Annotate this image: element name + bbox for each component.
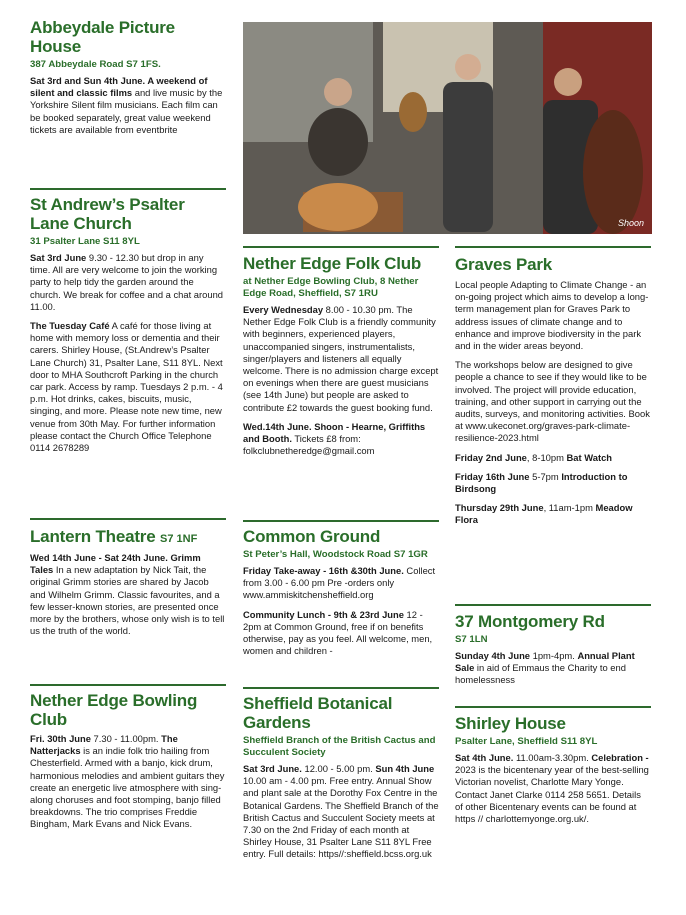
graves-e2-body: 5-7pm	[529, 470, 562, 482]
montgomery-text	[455, 650, 651, 687]
graves-e3-body: , 11am-1pm	[543, 502, 596, 514]
common-body2: 12 - 2pm at Common Ground, free if on benefits otherwise, pay as you feel. All welcome, men, women and children -	[243, 608, 433, 657]
montgomery-title: 37 Montgomery Rd	[455, 612, 605, 631]
common-lead2: Community Lunch - 9th & 23rd June	[243, 608, 404, 620]
botanical-title: Sheffield Botanical Gardens	[243, 694, 393, 732]
botanical-text	[243, 763, 439, 861]
graves-e1-lead: Friday 2nd June	[455, 451, 527, 463]
shirley-text	[455, 752, 651, 825]
montgomery-lead2: Annual Plant Sale	[455, 650, 635, 674]
divider	[243, 246, 439, 248]
botanical-address: Sheffield Branch of the British Cactus and Succulent Society	[243, 735, 436, 758]
lantern-heading	[30, 527, 226, 549]
common-section	[243, 520, 439, 664]
lantern-body: In a new adaptation by Nick Tait, the original Grimm stories are shared by Jacob and Wilhelm Grimm. Classic favourites, and a few lesser-known stories, are presented once more by the brothers, whose only wish is to tell us the truth of the world.	[30, 564, 225, 637]
shirley-lead2: Celebration -	[591, 752, 649, 763]
tuesday-cafe-body: A café for those living at home with memory loss or dementia and their carers. Shirley House, (St.Andrew’s Psalter Lane Church) 31, Psalter Lane, S11 8YL. Next door to MHA Southcroft Parking in the church car park. Access by ramp. Tuesdays 2 p.m. - 4 p.m. Hot drinks, cakes, biscuits, music, singing, and more. Please note new time, new venue from 30th May. For further information please contact the Church Office Telephone 0114 2678289	[30, 320, 223, 454]
lantern-text	[30, 552, 226, 637]
graves-e2-tail: Introduction to Birdsong	[455, 470, 628, 495]
folkclub-lead: Every Wednesday	[243, 304, 324, 315]
botanical-body: 12.00 - 5.00 pm.	[301, 763, 376, 774]
folkclub-guest-text	[243, 421, 439, 458]
common-address: St Peter’s Hall, Woodstock Road S7 1GR	[243, 549, 428, 560]
divider	[30, 684, 226, 686]
abbeydale-section	[30, 18, 226, 143]
shirley-address: Psalter Lane, Sheffield S11 8YL	[455, 736, 598, 747]
shirley-body2: 2023 is the bicentenary year of the best-selling Victorian novelist, Charlotte Mary Yonge. Contact Janet Clarke 0114 258 5651. Details of other Bicentenary events can be found at https // charlottemyonge.org.uk/.	[455, 764, 649, 825]
graves-title: Graves Park	[455, 255, 553, 274]
photo-caption: Shoon	[617, 218, 644, 228]
shirley-lead: Sat 4th June.	[455, 752, 514, 763]
montgomery-body: 1pm-4pm.	[530, 650, 578, 661]
common-lead: Friday Take-away - 16th &30th June.	[243, 565, 404, 576]
abbeydale-lead: Sat 3rd and Sun 4th June. A weekend of silent and classic films	[30, 75, 208, 99]
standrews-title: St Andrew’s Psalter Lane Church	[30, 195, 185, 233]
standrews-text	[30, 252, 226, 313]
graves-event-meadow	[455, 502, 651, 526]
graves-section	[455, 246, 651, 534]
divider	[243, 520, 439, 522]
standrews-body: 9.30 - 12.30 but drop in any time. All are very welcome to join the working party to help tidy the garden around the church. We break for coffee and a chat around 11.00.	[30, 252, 224, 312]
band-photo	[243, 22, 652, 234]
folkclub-section	[243, 246, 439, 464]
botanical-body2: 10.00 am - 4.00 pm. Free entry. Annual Show and plant sale at the Dorothy Fox Centre in the Botanical Gardens. The Sheffield Branch of the British Cactus and Succulent Society meets at 7.30 on the 2nd Friday of each month at Shirley House, 31 Psalter Lane S11 8YL Free entry. Full details: https//:sheffield.bcss.org.uk	[243, 775, 439, 860]
folkclub-body2: Tickets £8 from: folkclubnetheredge@gmail.com	[243, 433, 375, 457]
folkclub-lead2: Wed.14th June. Shoon - Hearne, Griffiths and Booth.	[243, 420, 426, 445]
abbeydale-address: 387 Abbeydale Road S7 1FS.	[30, 59, 161, 70]
tuesday-cafe-lead: The Tuesday Café	[30, 320, 110, 332]
shirley-section	[455, 706, 651, 832]
folkclub-body: 8.00 - 10.30 pm. The Nether Edge Folk Club is a friendly community with beginners, experienced players, unaccompanied singers, instrumentalists, singer/players and listeners all equally welcome. There is no admission charge except on evenings when there are guest musicians (see 14th June) but people are asked to contribute £2 towards the guest booking fund.	[243, 304, 439, 413]
divider	[243, 687, 439, 689]
botanical-lead2: Sun 4th June	[375, 763, 435, 774]
shirley-title: Shirley House	[455, 714, 566, 733]
graves-event-birdsong	[455, 471, 651, 495]
tuesday-cafe-text	[30, 320, 226, 454]
bowling-text	[30, 733, 226, 831]
bowling-lead2: The Natterjacks	[30, 733, 178, 757]
bowling-title: Nether Edge Bowling Club	[30, 691, 198, 729]
montgomery-address: S7 1LN	[455, 634, 488, 645]
divider	[30, 188, 226, 190]
divider	[455, 706, 651, 708]
band-photo-image	[243, 22, 652, 234]
folkclub-address: at Nether Edge Bowling Club, 8 Nether Edge Road, Sheffield, S7 1RU	[243, 276, 419, 299]
montgomery-lead: Sunday 4th June	[455, 650, 531, 661]
bowling-section	[30, 684, 226, 838]
common-lunch-text	[243, 609, 439, 658]
montgomery-body2: in aid of Emmaus the Charity to end homelessness	[455, 662, 626, 686]
graves-e1-tail: Bat Watch	[566, 451, 613, 463]
abbeydale-body: and live music by the Yorkshire Silent film musicians. Each film can be booked separately, great value weekend tickets are available from eventbrite	[30, 87, 223, 135]
standrews-section	[30, 188, 226, 461]
lantern-lead: Wed 14th June - Sat 24th June. Grimm Tales	[30, 552, 201, 576]
lantern-postcode: S7 1NF	[160, 533, 198, 545]
abbeydale-text	[30, 75, 226, 136]
lantern-title: Lantern Theatre	[30, 527, 156, 546]
botanical-lead: Sat 3rd June.	[243, 763, 302, 774]
folkclub-text	[243, 304, 439, 414]
montgomery-section	[455, 604, 651, 694]
folkclub-title: Nether Edge Folk Club	[243, 254, 422, 273]
bowling-lead: Fri. 30th June	[30, 733, 91, 744]
botanical-section	[243, 687, 439, 868]
abbeydale-title: Abbeydale Picture House	[30, 18, 175, 56]
divider	[30, 518, 226, 520]
bowling-body2: is an indie folk trio hailing from Chesterfield. Armed with a banjo, kick drum, harmonious melodies and ambient guitars they create an energetic live atmosphere with sing-along choruses and foot stomping, banjo filled breakdowns. The trio comprises Freddie Bingham, Mark Evans and Nick Evans.	[30, 745, 225, 830]
common-text	[243, 565, 439, 602]
shirley-body: 11.00am-3.30pm.	[513, 752, 592, 763]
divider	[455, 246, 651, 248]
common-title: Common Ground	[243, 527, 381, 546]
divider	[455, 604, 651, 606]
standrews-lead: Sat 3rd June	[30, 252, 87, 263]
lantern-section	[30, 518, 226, 644]
bowling-body: 7.30 - 11.00pm.	[90, 733, 162, 744]
standrews-address: 31 Psalter Lane S11 8YL	[30, 236, 140, 247]
graves-event-bat	[455, 452, 651, 464]
graves-e2-lead: Friday 16th June	[455, 470, 530, 482]
graves-e3-lead: Thursday 29th June	[455, 502, 544, 514]
graves-text: Local people Adapting to Climate Change - an on-going project which aims to develop a long-term management plan for Graves Park to address issues of climate change and to enhance and improve biodiversity in the park and in the wider areas beyond.	[455, 279, 649, 352]
common-body: Collect from 3.00 - 6.00 pm Pre -orders only www.ammiskitchensheffield.org	[243, 565, 436, 601]
graves-e3-tail: Meadow Flora	[455, 502, 633, 526]
graves-workshops-text: The workshops below are designed to give people a chance to see if they would like to be involved. The project will provide education, training, and other support in carrying out the audits, surveys, and monitoring activities. Book at www.ukeconet.org/graves-park-climate-resilience-2023.html	[455, 359, 650, 444]
graves-e1-body: , 8-10pm	[526, 451, 567, 463]
